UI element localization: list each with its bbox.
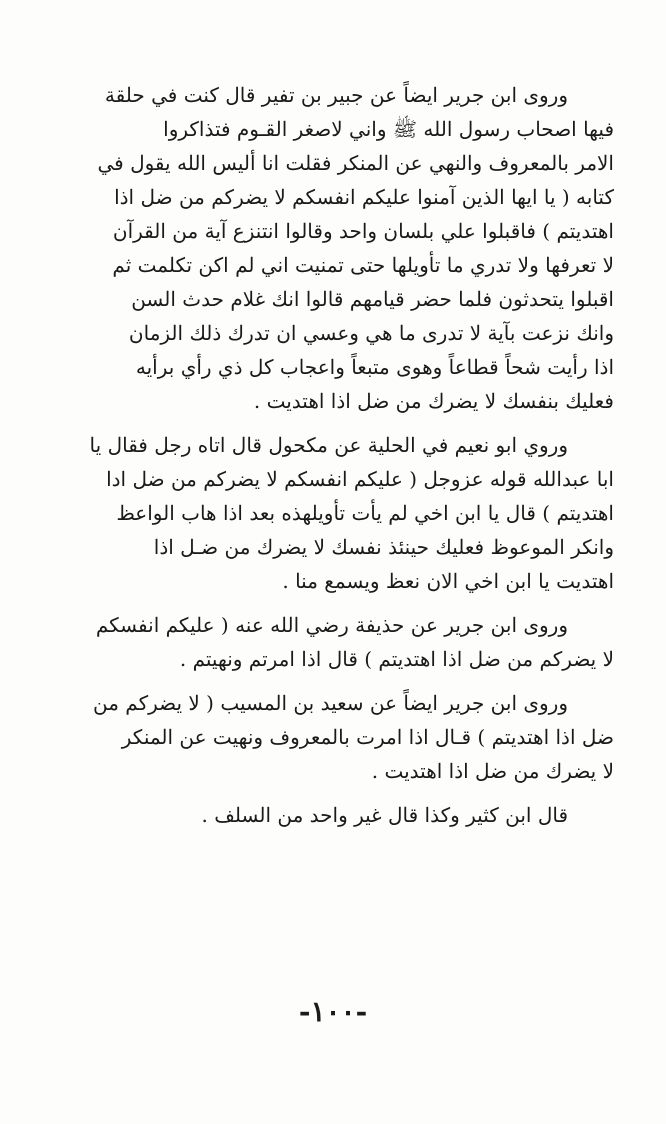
text-line: اذا رأيت شحاً قطاعاً وهوى متبعاً واعجاب كل ذي رأي برأيه (135, 355, 614, 379)
text-line: كتابه ( يا ايها الذين آمنوا عليكم انفسكم لا يضركم من ضل اذا (114, 185, 614, 209)
page-body-text (46, 78, 614, 832)
text-line: ابا عبدالله قوله عزوجل ( عليكم انفسكم لا يضركم من ضل ادا (106, 467, 614, 491)
text-line: ضل اذا اهتديتم ) قـال اذا امرت بالمعروف ونهيت عن المنكر (121, 725, 614, 749)
text-line: وانك نزعت بآية لا تدرى ما هي وعسي ان تدرك ذلك الزمان (128, 321, 614, 345)
paragraph-ibn-kathir (46, 798, 614, 832)
text-line: اهتديتم ) فاقبلوا علي بلسان واحد وقالوا انتنزع آية من القرآن (112, 219, 614, 243)
text-line: قال ابن كثير وكذا قال غير واحد من السلف . (201, 803, 568, 827)
text-line: لا يضركم من ضل اذا اهتديتم ) قال اذا امرتم ونهيتم . (179, 647, 614, 671)
text-line: لا تعرفها ولا تدري ما تأويلها حتى تمنيت اني لم اكن تكلمت ثم (112, 253, 614, 277)
text-line: وروي ابو نعيم في الحلية عن مكحول قال اتاه رجل فقال يا (89, 433, 568, 457)
text-line: اهتديتم ) قال يا ابن اخي لم يأت تأويلهذه بعد اذا هاب الواعظ (116, 501, 614, 525)
text-line: فعليك بنفسك لا يضرك من ضل اذا اهتديت . (253, 389, 614, 413)
text-line: وانكر الموعوظ فعليك حينئذ نفسك لا يضرك من ضـل اذا (153, 535, 614, 559)
text-line: لا يضرك من ضل اذا اهتديت . (371, 759, 614, 783)
text-line: وروى ابن جرير ايضاً عن جبير بن تفير قال كنت في حلقة (104, 83, 568, 107)
text-line: فيها اصحاب رسول الله ﷺ واني لاصغر القـوم فتذاكروا (163, 117, 614, 141)
paragraph-abu-nuaym-makhul (46, 428, 614, 598)
text-line: وروى ابن جرير ايضاً عن سعيد بن المسيب ( لا يضركم من (92, 691, 568, 715)
text-line: اقبلوا يتحدثون فلما حضر قيامهم قالوا انك غلام حدث السن (131, 287, 614, 311)
paragraph-ibn-jarir-hudhayfa (46, 608, 614, 676)
text-line: وروى ابن جرير عن حذيفة رضي الله عنه ( عليكم انفسكم (95, 613, 568, 637)
paragraph-ibn-jarir-jubayr (46, 78, 614, 418)
text-line: الامر بالمعروف والنهي عن المنكر فقلت انا أليس الله يقول في (97, 151, 614, 175)
paragraph-ibn-jarir-said (46, 686, 614, 788)
page-number: -١٠٠- (298, 995, 368, 1028)
text-line: اهتديت يا ابن اخي الان نعظ ويسمع منا . (282, 569, 614, 593)
